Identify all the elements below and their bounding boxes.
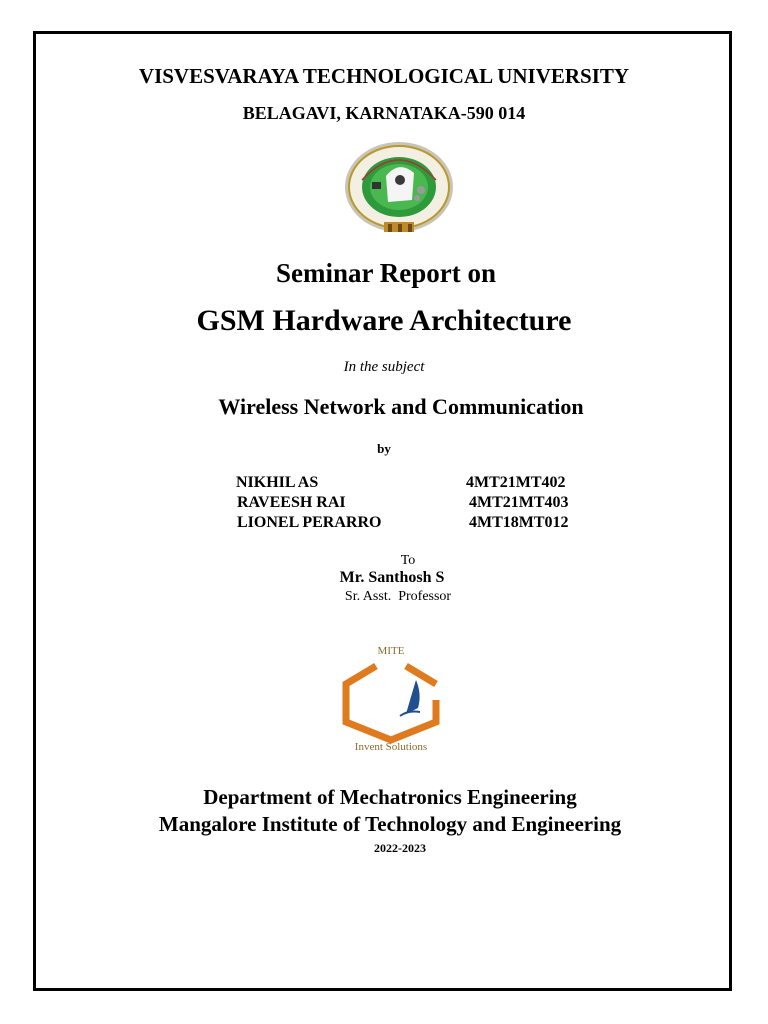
report-heading: Seminar Report on xyxy=(276,258,496,288)
student-usn-1: 4MT21MT402 xyxy=(466,474,566,491)
department-name: Department of Mechatronics Engineering xyxy=(203,785,577,809)
student-usn-3: 4MT18MT012 xyxy=(469,514,569,531)
mite-logo-tagline: Invent Solutions xyxy=(354,741,428,753)
report-title: GSM Hardware Architecture xyxy=(196,304,572,337)
vtu-emblem-logo xyxy=(342,140,456,238)
institute-name: Mangalore Institute of Technology and Engineering xyxy=(158,812,622,836)
guide-designation: Sr. Asst. Professor xyxy=(344,589,452,604)
university-name: VISVESVARAYA TECHNOLOGICAL UNIVERSITY xyxy=(138,64,630,88)
student-usn-2: 4MT21MT403 xyxy=(469,494,569,511)
academic-year: 2022-2023 xyxy=(374,841,426,855)
mite-logo xyxy=(336,642,446,754)
university-address: BELAGAVI, KARNATAKA-590 014 xyxy=(242,103,526,123)
guide-name: Mr. Santhosh S xyxy=(339,569,445,586)
student-name-3: LIONEL PERARRO xyxy=(237,514,382,531)
by-label: by xyxy=(377,441,391,456)
to-label: To xyxy=(400,553,416,568)
student-name-1: NIKHIL AS xyxy=(236,474,319,491)
student-name-2: RAVEESH RAI xyxy=(237,494,346,511)
mite-logo-text: MITE xyxy=(377,645,405,657)
subject-name: Wireless Network and Communication xyxy=(218,394,584,419)
subject-intro: In the subject xyxy=(343,359,425,375)
